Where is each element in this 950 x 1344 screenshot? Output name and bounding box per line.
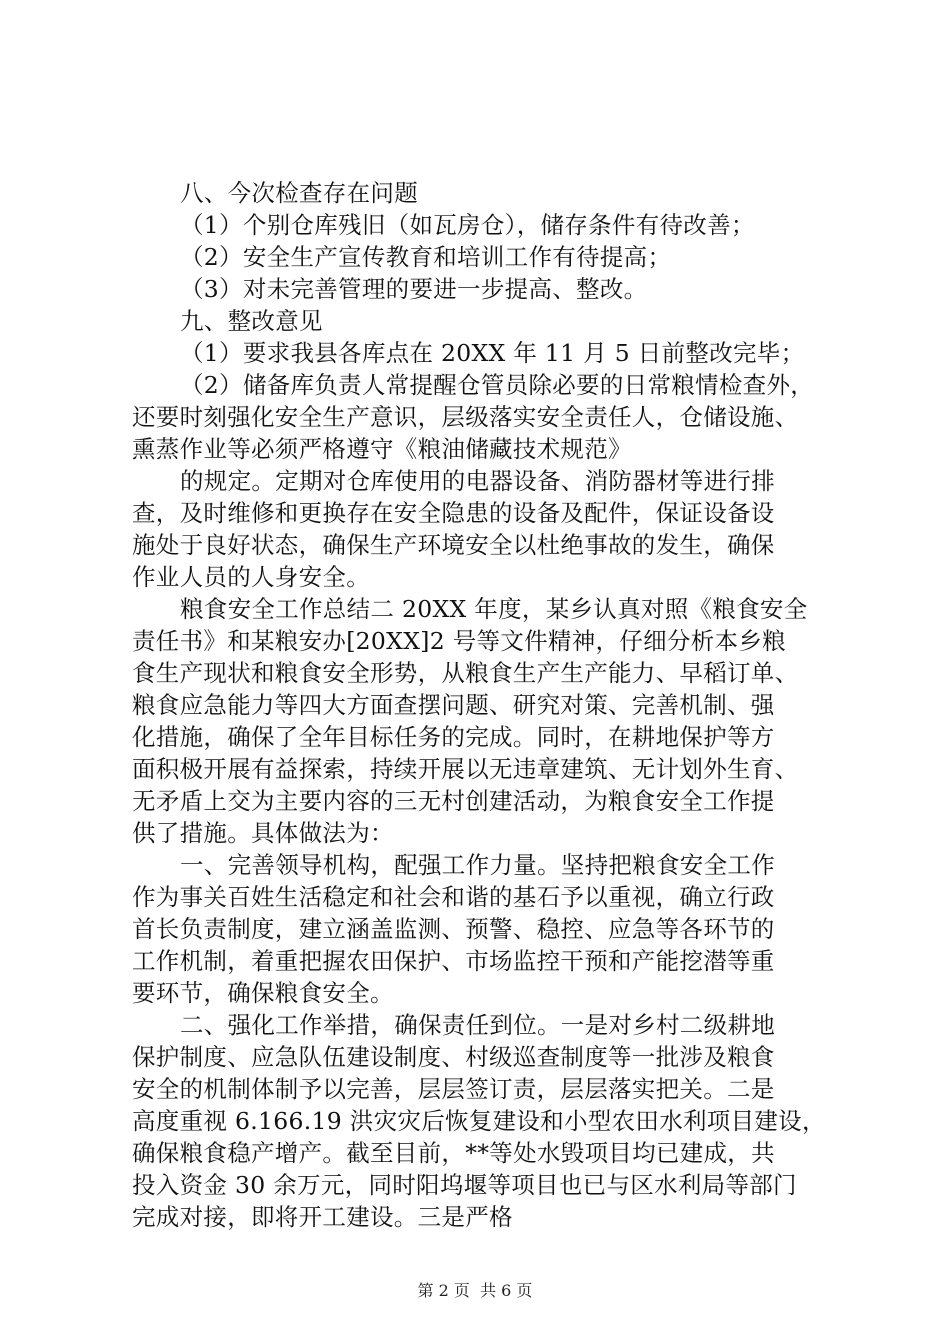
text-line: 还要时刻强化安全生产意识，层级落实安全责任人，仓储设施、	[132, 403, 799, 431]
text-line: 作为事关百姓生活稳定和社会和谐的基石予以重视，确立行政	[132, 883, 775, 911]
text-line: （1）要求我县各库点在 20XX 年 11 月 5 日前整改完毕；	[180, 339, 805, 367]
text-line: 确保粮食稳产增产。截至目前，**等处水毁项目均已建成，共	[132, 1139, 775, 1167]
text-line: 查，及时维修和更换存在安全隐患的设备及配件，保证设备设	[132, 499, 775, 527]
text-line: 二、强化工作举措，确保责任到位。一是对乡村二级耕地	[180, 1011, 775, 1039]
text-line: 投入资金 30 余万元，同时阳坞堰等项目也已与区水利局等部门	[132, 1171, 797, 1199]
text-line: 要环节，确保粮食安全。	[132, 979, 394, 1007]
text-line: 九、整改意见	[180, 307, 323, 335]
text-line: 熏蒸作业等必须严格遵守《粮油储藏技术规范》	[132, 435, 632, 463]
text-line: 化措施，确保了全年目标任务的完成。同时，在耕地保护等方	[132, 723, 775, 751]
page-total: 共 6 页	[480, 1281, 533, 1300]
text-line: 作业人员的人身安全。	[132, 563, 370, 591]
text-line: 保护制度、应急队伍建设制度、村级巡查制度等一批涉及粮食	[132, 1043, 775, 1071]
text-line: 责任书》和某粮安办[20XX]2 号等文件精神，仔细分析本乡粮	[132, 627, 786, 655]
text-line: （2）安全生产宣传教育和培训工作有待提高；	[180, 243, 672, 271]
text-line: 完成对接，即将开工建设。三是严格	[132, 1203, 513, 1231]
text-line: 无矛盾上交为主要内容的三无村创建活动，为粮食安全工作提	[132, 787, 775, 815]
text-line: 一、完善领导机构，配强工作力量。坚持把粮食安全工作	[180, 851, 775, 879]
text-line: 粮食安全工作总结二 20XX 年度，某乡认真对照《粮食安全	[180, 595, 808, 623]
text-line: 食生产现状和粮食安全形势，从粮食生产生产能力、早稻订单、	[132, 659, 799, 687]
page-number: 第 2 页	[417, 1281, 470, 1300]
text-line: 安全的机制体制予以完善，层层签订责，层层落实把关。二是	[132, 1075, 775, 1103]
text-line: （2）储备库负责人常提醒仓管员除必要的日常粮情检查外，	[180, 371, 815, 399]
page-footer	[0, 1281, 950, 1301]
text-line: 高度重视 6.166.19 洪灾灾后恢复建设和小型农田水利项目建设，	[132, 1107, 826, 1135]
text-line: 供了措施。具体做法为：	[132, 819, 394, 847]
text-line: 粮食应急能力等四大方面查摆问题、研究对策、完善机制、强	[132, 691, 775, 719]
text-line: （3）对未完善管理的要进一步提高、整改。	[180, 275, 648, 303]
text-line: 施处于良好状态，确保生产环境安全以杜绝事故的发生，确保	[132, 531, 775, 559]
text-line: 首长负责制度，建立涵盖监测、预警、稳控、应急等各环节的	[132, 915, 775, 943]
text-line: 八、今次检查存在问题	[180, 179, 418, 207]
text-line: 的规定。定期对仓库使用的电器设备、消防器材等进行排	[180, 467, 775, 495]
text-line: （1）个别仓库残旧（如瓦房仓），储存条件有待改善；	[180, 211, 755, 239]
text-line: 工作机制，着重把握农田保护、市场监控干预和产能挖潜等重	[132, 947, 775, 975]
text-line: 面积极开展有益探索，持续开展以无违章建筑、无计划外生育、	[132, 755, 799, 783]
